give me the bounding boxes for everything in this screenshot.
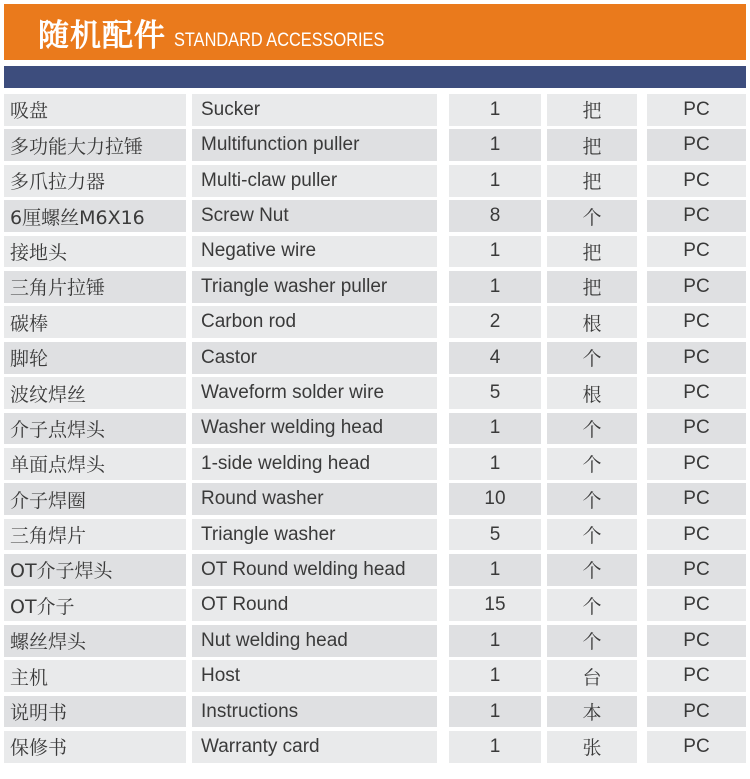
item-unit-en: PC <box>647 271 746 303</box>
table-row <box>4 94 746 126</box>
item-name-cn: 主机 <box>4 660 186 692</box>
item-name-cn: 介子焊圈 <box>4 483 186 515</box>
item-unit-en: PC <box>647 129 746 161</box>
item-name-cn: 螺丝焊头 <box>4 625 186 657</box>
item-unit-cn: 根 <box>547 377 637 409</box>
item-unit-en: PC <box>647 200 746 232</box>
item-unit-cn: 个 <box>547 554 637 586</box>
item-unit-cn: 个 <box>547 200 637 232</box>
item-unit-en: PC <box>647 483 746 515</box>
item-unit-cn: 本 <box>547 696 637 728</box>
item-unit-en: PC <box>647 731 746 763</box>
item-name-cn: 碳棒 <box>4 306 186 338</box>
item-quantity: 1 <box>449 731 541 763</box>
item-name-en: Carbon rod <box>192 306 437 338</box>
item-quantity: 1 <box>449 448 541 480</box>
item-quantity: 1 <box>449 554 541 586</box>
item-quantity: 1 <box>449 660 541 692</box>
item-name-cn: 吸盘 <box>4 94 186 126</box>
item-name-cn: 6厘螺丝M6X16 <box>4 200 186 232</box>
item-quantity: 2 <box>449 306 541 338</box>
item-name-cn: 说明书 <box>4 696 186 728</box>
item-name-en: OT Round <box>192 589 437 621</box>
item-unit-cn: 个 <box>547 483 637 515</box>
header-divider-bar <box>4 66 746 88</box>
item-unit-cn: 个 <box>547 625 637 657</box>
item-name-en: Waveform solder wire <box>192 377 437 409</box>
item-quantity: 5 <box>449 519 541 551</box>
item-unit-en: PC <box>647 165 746 197</box>
item-name-en: Nut welding head <box>192 625 437 657</box>
item-quantity: 5 <box>449 377 541 409</box>
item-unit-cn: 台 <box>547 660 637 692</box>
table-row <box>4 519 746 551</box>
table-row <box>4 165 746 197</box>
table-row <box>4 200 746 232</box>
item-unit-cn: 个 <box>547 413 637 445</box>
item-name-en: Negative wire <box>192 236 437 268</box>
table-row <box>4 306 746 338</box>
item-unit-en: PC <box>647 589 746 621</box>
item-name-cn: 三角焊片 <box>4 519 186 551</box>
item-name-en: Instructions <box>192 696 437 728</box>
item-name-cn: 三角片拉锤 <box>4 271 186 303</box>
item-unit-en: PC <box>647 306 746 338</box>
item-quantity: 8 <box>449 200 541 232</box>
item-name-en: 1-side welding head <box>192 448 437 480</box>
item-unit-cn: 把 <box>547 236 637 268</box>
item-unit-cn: 张 <box>547 731 637 763</box>
item-name-en: Castor <box>192 342 437 374</box>
item-quantity: 4 <box>449 342 541 374</box>
item-unit-en: PC <box>647 554 746 586</box>
item-quantity: 1 <box>449 165 541 197</box>
item-quantity: 1 <box>449 94 541 126</box>
item-name-cn: OT介子焊头 <box>4 554 186 586</box>
table-row <box>4 271 746 303</box>
item-name-en: Round washer <box>192 483 437 515</box>
table-row <box>4 377 746 409</box>
item-name-en: Host <box>192 660 437 692</box>
item-unit-en: PC <box>647 519 746 551</box>
page-header <box>4 4 746 60</box>
item-name-en: Warranty card <box>192 731 437 763</box>
item-unit-en: PC <box>647 448 746 480</box>
item-unit-en: PC <box>647 625 746 657</box>
item-unit-en: PC <box>647 94 746 126</box>
item-unit-en: PC <box>647 660 746 692</box>
table-row <box>4 236 746 268</box>
table-row <box>4 589 746 621</box>
table-row <box>4 731 746 763</box>
item-name-cn: 接地头 <box>4 236 186 268</box>
item-quantity: 1 <box>449 696 541 728</box>
item-unit-cn: 把 <box>547 94 637 126</box>
item-name-en: Washer welding head <box>192 413 437 445</box>
item-unit-cn: 把 <box>547 271 637 303</box>
item-quantity: 1 <box>449 625 541 657</box>
item-unit-cn: 根 <box>547 306 637 338</box>
item-unit-cn: 把 <box>547 165 637 197</box>
table-row <box>4 660 746 692</box>
item-name-cn: 保修书 <box>4 731 186 763</box>
item-unit-cn: 个 <box>547 342 637 374</box>
item-quantity: 15 <box>449 589 541 621</box>
item-name-cn: OT介子 <box>4 589 186 621</box>
item-unit-en: PC <box>647 236 746 268</box>
table-row <box>4 413 746 445</box>
table-row <box>4 696 746 728</box>
item-unit-cn: 个 <box>547 519 637 551</box>
item-name-en: Sucker <box>192 94 437 126</box>
item-quantity: 10 <box>449 483 541 515</box>
item-name-cn: 介子点焊头 <box>4 413 186 445</box>
page-title-cn: 随机配件 <box>38 18 166 54</box>
table-row <box>4 448 746 480</box>
table-row <box>4 625 746 657</box>
table-row <box>4 129 746 161</box>
item-quantity: 1 <box>449 129 541 161</box>
item-name-en: OT Round welding head <box>192 554 437 586</box>
item-quantity: 1 <box>449 236 541 268</box>
item-quantity: 1 <box>449 413 541 445</box>
item-unit-en: PC <box>647 342 746 374</box>
table-row <box>4 483 746 515</box>
item-name-cn: 脚轮 <box>4 342 186 374</box>
item-name-en: Triangle washer <box>192 519 437 551</box>
item-unit-cn: 把 <box>547 129 637 161</box>
item-name-en: Multifunction puller <box>192 129 437 161</box>
accessories-table <box>4 94 746 766</box>
item-name-cn: 多爪拉力器 <box>4 165 186 197</box>
item-unit-en: PC <box>647 413 746 445</box>
item-name-cn: 波纹焊丝 <box>4 377 186 409</box>
item-unit-cn: 个 <box>547 589 637 621</box>
item-name-en: Triangle washer puller <box>192 271 437 303</box>
item-quantity: 1 <box>449 271 541 303</box>
item-unit-cn: 个 <box>547 448 637 480</box>
item-name-cn: 多功能大力拉锤 <box>4 129 186 161</box>
item-unit-en: PC <box>647 377 746 409</box>
item-unit-en: PC <box>647 696 746 728</box>
table-row <box>4 554 746 586</box>
item-name-en: Screw Nut <box>192 200 437 232</box>
page-title-en: STANDARD ACCESSORIES <box>174 30 385 51</box>
item-name-cn: 单面点焊头 <box>4 448 186 480</box>
item-name-en: Multi-claw puller <box>192 165 437 197</box>
table-row <box>4 342 746 374</box>
